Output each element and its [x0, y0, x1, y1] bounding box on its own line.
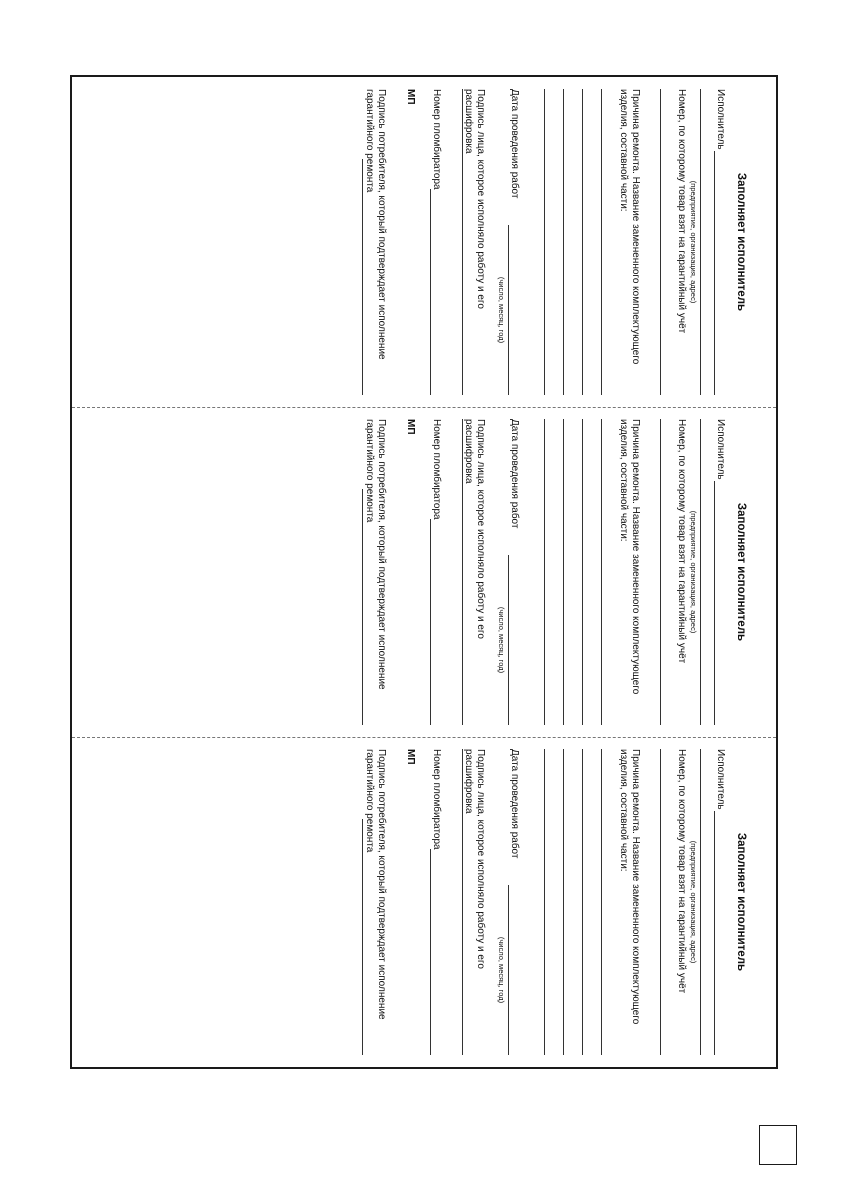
- sealer-number-label: Номер пломбиратора: [431, 749, 442, 850]
- repair-reason-line-1[interactable]: [601, 419, 602, 725]
- repair-reason-label: Причина ремонта. Название замененного комплектующего изделия, составной части:: [618, 749, 641, 1025]
- repair-reason-line-4[interactable]: [544, 419, 545, 725]
- worker-signature-line[interactable]: [462, 749, 463, 1055]
- warranty-number-label: Номер, по которому товар взят на гарантийный учёт: [676, 89, 687, 334]
- repair-reason-line-3[interactable]: [563, 89, 564, 395]
- rotated-form-canvas: [72, 77, 776, 1067]
- work-date-line[interactable]: [508, 555, 509, 725]
- coupon-heading: Заполняет исполнитель: [735, 172, 747, 312]
- repair-reason-label: Причина ремонта. Название замененного комплектующего изделия, составной части:: [618, 89, 641, 365]
- executor-line[interactable]: [714, 151, 715, 395]
- executor-hint: (предприятие, организация, адрес): [689, 510, 698, 634]
- stamp-place-label: МП: [405, 419, 416, 435]
- coupon-heading: Заполняет исполнитель: [735, 502, 747, 642]
- sealer-number-label: Номер пломбиратора: [431, 419, 442, 520]
- warranty-number-line[interactable]: [660, 89, 661, 395]
- repair-reason-line-4[interactable]: [544, 749, 545, 1055]
- warranty-number-label: Номер, по которому товар взят на гарантийный учёт: [676, 419, 687, 664]
- work-date-label: Дата проведения работ: [509, 749, 520, 859]
- executor-hint: (предприятие, организация, адрес): [689, 180, 698, 304]
- page-number-box: [759, 1125, 797, 1165]
- worker-signature-line[interactable]: [462, 89, 463, 395]
- executor-line[interactable]: [714, 811, 715, 1055]
- executor-label: Исполнитель: [715, 419, 726, 480]
- repair-reason-line-1[interactable]: [601, 749, 602, 1055]
- work-date-line[interactable]: [508, 885, 509, 1055]
- executor-hint: (предприятие, организация, адрес): [689, 840, 698, 964]
- worker-signature-label: Подпись лица, которое исполняло работу и его расшифровка: [463, 89, 486, 309]
- stamp-place-label: МП: [405, 749, 416, 765]
- work-date-hint: (число, месяц, год): [497, 276, 506, 344]
- work-date-line[interactable]: [508, 225, 509, 395]
- work-date-label: Дата проведения работ: [509, 89, 520, 199]
- warranty-repair-coupons-frame: [70, 75, 778, 1069]
- repair-coupon-3: [72, 737, 776, 1067]
- consumer-signature-line[interactable]: [362, 159, 363, 395]
- consumer-signature-label: Подпись потребителя, который подтверждает исполнение гарантийного ремонта: [364, 89, 387, 360]
- repair-coupon-2: [72, 407, 776, 737]
- repair-reason-line-3[interactable]: [563, 749, 564, 1055]
- worker-signature-label: Подпись лица, которое исполняло работу и его расшифровка: [463, 749, 486, 969]
- executor-line-2[interactable]: [700, 749, 701, 1055]
- consumer-signature-label: Подпись потребителя, который подтверждает исполнение гарантийного ремонта: [364, 749, 387, 1020]
- consumer-signature-line[interactable]: [362, 819, 363, 1055]
- work-date-hint: (число, месяц, год): [497, 606, 506, 674]
- repair-coupon-1: [72, 77, 776, 407]
- coupon-heading: Заполняет исполнитель: [735, 832, 747, 972]
- consumer-signature-line[interactable]: [362, 489, 363, 725]
- executor-label: Исполнитель: [715, 749, 726, 810]
- work-date-label: Дата проведения работ: [509, 419, 520, 529]
- repair-reason-line-2[interactable]: [582, 89, 583, 395]
- work-date-hint: (число, месяц, год): [497, 936, 506, 1004]
- executor-line-2[interactable]: [700, 89, 701, 395]
- warranty-number-line[interactable]: [660, 419, 661, 725]
- executor-line-2[interactable]: [700, 419, 701, 725]
- warranty-number-label: Номер, по которому товар взят на гарантийный учёт: [676, 749, 687, 994]
- sealer-number-line[interactable]: [430, 189, 431, 395]
- repair-reason-line-3[interactable]: [563, 419, 564, 725]
- sealer-number-label: Номер пломбиратора: [431, 89, 442, 190]
- worker-signature-label: Подпись лица, которое исполняло работу и его расшифровка: [463, 419, 486, 639]
- consumer-signature-label: Подпись потребителя, который подтверждает исполнение гарантийного ремонта: [364, 419, 387, 690]
- sealer-number-line[interactable]: [430, 519, 431, 725]
- repair-reason-line-2[interactable]: [582, 749, 583, 1055]
- repair-reason-label: Причина ремонта. Название замененного комплектующего изделия, составной части:: [618, 419, 641, 695]
- worker-signature-line[interactable]: [462, 419, 463, 725]
- repair-reason-line-2[interactable]: [582, 419, 583, 725]
- warranty-number-line[interactable]: [660, 749, 661, 1055]
- repair-reason-line-1[interactable]: [601, 89, 602, 395]
- executor-line[interactable]: [714, 481, 715, 725]
- executor-label: Исполнитель: [715, 89, 726, 150]
- sealer-number-line[interactable]: [430, 849, 431, 1055]
- repair-reason-line-4[interactable]: [544, 89, 545, 395]
- stamp-place-label: МП: [405, 89, 416, 105]
